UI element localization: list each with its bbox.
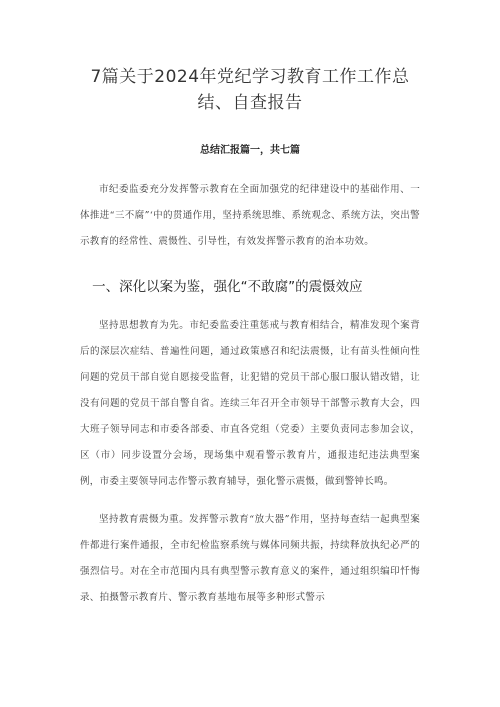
section-heading: 一、深化以案为鉴，强化“不敢腐”的震慑效应 [92,279,363,295]
document-subtitle: 总结汇报篇一，共七篇 [200,145,300,156]
document-title-line-2: 结、自查报告 [197,93,303,113]
section-paragraph-2: 坚持教育震慑为重。发挥警示教育“放大器”作用，坚持每查结一起典型案件都进行案件通报，全市纪检监察系统与媒体同频共振，持续释放执纪必严的强烈信号。对在全市范围内具有典型警示教育意义的案件，通过组织编印忏悔录、拍摄警示教育片、警示教育基地布展等多种形式警示 [80,514,420,603]
document-title [80,64,420,116]
document-title-line-1: 7篇关于2024年党纪学习教育工作工作总 [90,67,410,87]
section-paragraph-1: 坚持思想教育为先。市纪委监委注重惩戒与教育相结合，精准发现个案背后的深层次症结、普遍性问题，通过政策感召和纪法震慑，让有苗头性倾向性问题的党员干部自觉自愿接受监督，让犯错的党员干部心服口服认错改错，让没有问题的党员干部自警自省。连续三年召开全市领导干部警示教育大会，四大班子领导同志和市委各部委、市直各党组（党委）主要负责同志参加会议，区（市）同步设置分会场，现场集中观看警示教育片，通报违纪违法典型案例，市委主要领导同志作警示教育辅导，强化警示震慑，做到警钟长鸣。 [80,320,420,487]
intro-paragraph: 市纪委监委充分发挥警示教育在全面加强党的纪律建设中的基础作用、一体推进“三不腐”‘中的贯通作用，坚持系统思维、系统观念、系统方法，突出警示教育的经常性、震慑性、引导性，有效发挥警示教育的治本功效。 [80,184,420,247]
